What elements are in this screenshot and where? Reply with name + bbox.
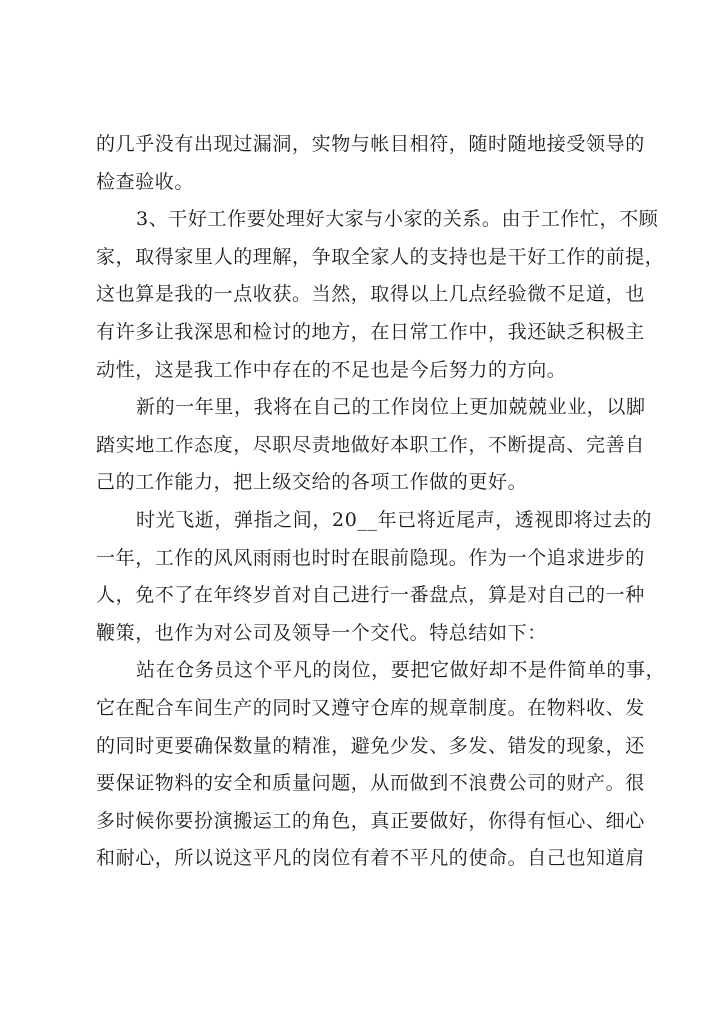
text-line: 的同时更要确保数量的精准，避免少发、多发、错发的现象，还 [96,734,645,757]
text-line: 它在配合车间生产的同时又遵守仓库的规章制度。在物料收、发 [96,696,645,719]
text-line: 要保证物料的安全和质量问题，从而做到不浪费公司的财产。很 [96,772,645,795]
text-line: 鞭策，也作为对公司及领导一个交代。特总结如下： [96,621,547,644]
text-line: 有许多让我深思和检讨的地方，在日常工作中，我还缺乏积极主 [96,320,645,343]
text-line: 的几乎没有出现过漏洞，实物与帐目相符，随时随地接受领导的 [96,133,645,155]
text-line: 动性，这是我工作中存在的不足也是今后努力的方向。 [96,358,567,381]
text-line: 站在仓务员这个平凡的岗位，要把它做好却不是件简单的事， [136,659,666,682]
text-line: 踏实地工作态度，尽职尽责地做好本职工作，不断提高、完善自 [96,433,645,456]
text-line: 己的工作能力，把上级交给的各项工作做的更好。 [96,471,528,494]
text-line: 人，免不了在年终岁首对自己进行一番盘点，算是对自己的一种 [96,584,645,607]
text-line: 多时候你要扮演搬运工的角色，真正要做好，你得有恒心、细心 [96,809,645,832]
text-line: 这也算是我的一点收获。当然，取得以上几点经验微不足道，也 [96,283,645,306]
text-line: 一年，工作的风风雨雨也时时在眼前隐现。作为一个追求进步的 [96,546,645,569]
text-line: 和耐心，所以说这平凡的岗位有着不平凡的使命。自己也知道肩 [96,847,645,870]
text-line: 新的一年里，我将在自己的工作岗位上更加兢兢业业，以脚 [136,396,646,419]
text-line: 检查验收。 [96,170,195,193]
text-line: 3、干好工作要处理好大家与小家的关系。由于工作忙，不顾 [136,208,659,231]
document-body [96,126,666,878]
text-line: 时光飞逝，弹指之间，20__年已将近尾声，透视即将过去的 [136,508,652,531]
text-line: 家，取得家里人的理解，争取全家人的支持也是干好工作的前提， [96,245,665,268]
